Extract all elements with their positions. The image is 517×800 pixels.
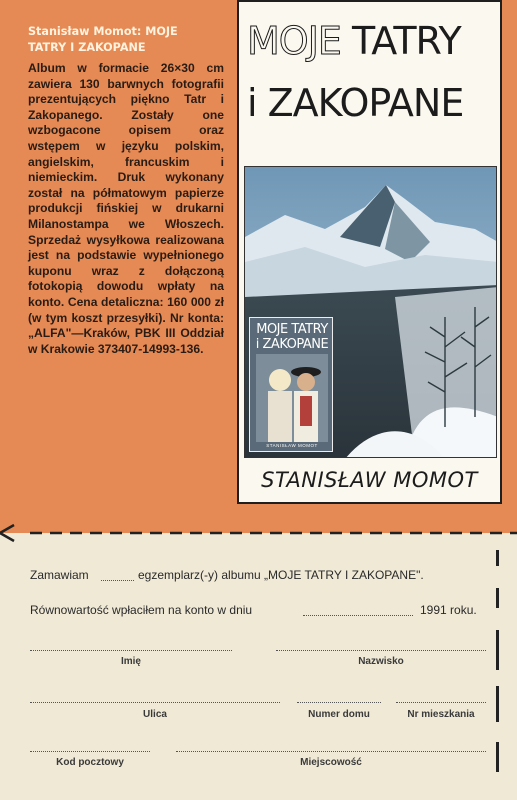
last-name-label: Nazwisko — [358, 656, 404, 667]
house-number-field[interactable] — [297, 702, 381, 703]
cover-author: STANISŁAW MOMOT — [261, 468, 478, 492]
order-coupon — [0, 546, 517, 800]
city-label: Miejscowość — [300, 757, 362, 768]
cover-title-line-1 — [247, 18, 493, 64]
order-line-2-end: 1991 roku. — [420, 603, 477, 617]
description-body: Album w formacie 26×30 cm zawiera 130 barwnych fotografii prezentujących piękno Tatr i Zakopanego. Zostały one wzbogacone opisem oraz wstępem w języku polskim, angielskim, francuskim i niemieckim. Druk wykonany został na półmatowym papierze produkcji fińskiej w drukarni Milanostampa we Włoszech. Sprzedaż wysyłkowa realizowana jest na podstawie wypełnionego kuponu wraz z dołączoną fotokopią dowodu wpłaty na konto. Cena detaliczna: 160 000 zł (w tym koszt przesyłki). Nr konta: „ALFA"—Kraków, PBK III Oddział w Krakowie 373407-14993-136. — [28, 61, 224, 356]
city-field[interactable] — [176, 751, 486, 752]
quantity-field[interactable] — [101, 580, 134, 581]
flat-number-label: Nr mieszkania — [407, 709, 475, 720]
postal-code-label: Kod pocztowy — [56, 757, 124, 768]
book-cover — [237, 0, 502, 504]
postal-code-field[interactable] — [30, 751, 150, 752]
street-field[interactable] — [30, 702, 280, 703]
right-margin-mark — [496, 742, 499, 772]
cover-title-word-1: MOJE — [247, 19, 341, 63]
cover-photo — [244, 166, 497, 458]
order-line-1-start: Zamawiam — [30, 568, 89, 582]
right-margin-mark — [496, 686, 499, 722]
payment-date-field[interactable] — [303, 615, 413, 616]
right-margin-mark — [496, 588, 499, 608]
mini-title-line-2: i ZAKOPANE — [255, 337, 329, 352]
right-margin-mark — [496, 550, 499, 566]
order-line-1-end: egzemplarz(-y) albumu „MOJE TATRY I ZAKOPANE". — [138, 568, 424, 582]
heading-line-2: TATRY I ZAKOPANE — [28, 41, 146, 54]
heading-line-1: Stanisław Momot: MOJE — [28, 25, 178, 38]
flat-number-field[interactable] — [396, 702, 486, 703]
mini-cover-author: STANISŁAW MOMOT — [266, 443, 318, 448]
first-name-label: Imię — [120, 656, 141, 667]
cover-title-word-2: TATRY — [352, 19, 461, 63]
scissors-arrow-icon — [0, 525, 14, 541]
mini-cover-title — [250, 322, 334, 352]
cut-line — [0, 521, 517, 545]
album-description — [28, 24, 224, 357]
mini-cover-photo — [256, 354, 328, 442]
right-margin-mark — [496, 630, 499, 670]
first-name-field[interactable] — [30, 650, 232, 651]
mini-book-cover — [249, 317, 333, 452]
cover-title-line-2: i ZAKOPANE — [247, 81, 464, 125]
description-heading — [28, 24, 224, 56]
order-line-2-start: Równowartość wpłaciłem na konto w dniu — [30, 603, 253, 617]
last-name-field[interactable] — [276, 650, 486, 651]
house-number-label: Numer domu — [308, 709, 370, 720]
street-label: Ulica — [143, 709, 167, 720]
mini-title-line-1: MOJE TATRY — [256, 322, 328, 337]
